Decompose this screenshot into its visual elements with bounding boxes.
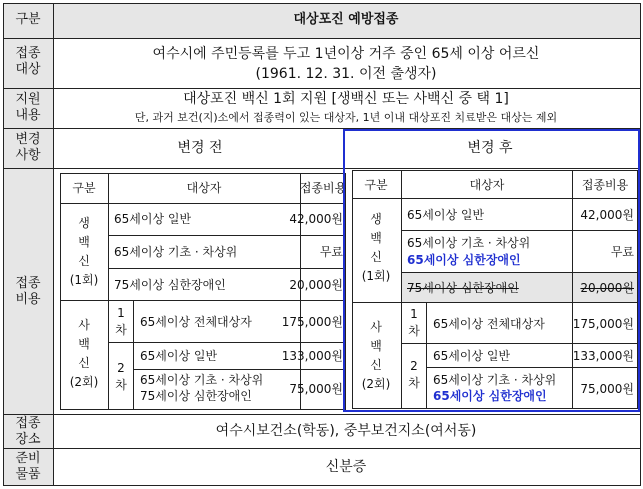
before-header-gubun: 구분 — [72, 181, 96, 195]
after-highlight-frame — [343, 129, 640, 412]
label-place: 접종 장소 — [15, 416, 41, 447]
after-inactive-label: 사 백 신 (2회) — [361, 320, 391, 391]
after-inactive-3-target2-added: 65세이상 심한장애인 — [433, 389, 547, 403]
support-line2: 단, 과거 보건(지)소에서 접종력이 있는 대상자, 1년 이내 대상포진 치료받은 대상는 제외 — [134, 111, 558, 124]
before-inactive-1-cost: 175,000원 — [281, 315, 343, 329]
before-dose1: 1 차 — [115, 306, 127, 337]
before-live-1-target: 65세이상 일반 — [114, 212, 192, 226]
before-dose2: 2 차 — [115, 361, 127, 392]
before-live-label: 생 백 신 (1회) — [69, 216, 99, 287]
after-live-3-cost-removed: 20,000원 — [580, 281, 634, 295]
before-live-1-cost: 42,000원 — [289, 212, 343, 226]
after-dose1: 1 차 — [408, 307, 420, 338]
after-inactive-2-target: 65세이상 일반 — [433, 349, 511, 363]
after-live-2-cost: 무료 — [610, 245, 634, 259]
after-header-cost: 접종비용 — [581, 178, 629, 192]
before-inactive-3-target: 65세이상 기초 · 차상위 — [140, 373, 264, 387]
after-inactive-3-cost: 75,000원 — [580, 382, 634, 396]
before-live-3-cost: 20,000원 — [289, 278, 343, 292]
page-title: 대상포진 예방접종 — [293, 12, 399, 27]
change-after: 변경 후 — [467, 140, 513, 156]
after-header-target: 대상자 — [469, 178, 505, 192]
target-line1: 여수시에 주민등록를 두고 1년이상 거주 중인 65세 이상 어르신 — [152, 46, 540, 62]
label-support: 지원 내용 — [15, 92, 41, 123]
header-gubun: 구분 — [15, 12, 41, 27]
after-live-label: 생 백 신 (1회) — [361, 212, 391, 283]
after-live-1-target: 65세이상 일반 — [407, 208, 485, 222]
after-inactive-1-target: 65세이상 전체대상자 — [433, 317, 545, 331]
before-inactive-2-cost: 133,000원 — [281, 349, 343, 363]
before-header-target: 대상자 — [186, 181, 222, 195]
label-prep: 준비 물품 — [15, 451, 41, 482]
after-inactive-1-cost: 175,000원 — [572, 317, 634, 331]
after-live-1-cost: 42,000원 — [580, 208, 634, 222]
label-cost: 접종 비용 — [15, 276, 41, 307]
before-live-2-target: 65세이상 기초 · 차상위 — [114, 245, 238, 259]
before-inactive-label: 사 백 신 (2회) — [69, 318, 99, 389]
after-header-gubun: 구분 — [364, 178, 388, 192]
label-change: 변경 사항 — [15, 132, 41, 163]
before-header-cost: 접종비용 — [299, 181, 347, 195]
before-inactive-3-cost: 75,000원 — [289, 382, 343, 396]
before-live-3-target: 75세이상 심한장애인 — [114, 278, 226, 292]
after-inactive-2-cost: 133,000원 — [572, 349, 634, 363]
before-inactive-3-target2: 75세이상 심한장애인 — [140, 389, 252, 403]
place-value: 여수시보건소(학동), 중부보건지소(여서동) — [215, 423, 477, 439]
before-inactive-2-target: 65세이상 일반 — [140, 349, 218, 363]
label-target: 접종 대상 — [15, 46, 41, 77]
before-live-2-cost: 무료 — [319, 245, 343, 259]
after-live-3-target-removed: 75세이상 심한장애인 — [407, 281, 519, 295]
after-live-2-target2-added: 65세이상 심한장애인 — [407, 253, 521, 267]
before-inactive-1-target: 65세이상 전체대상자 — [140, 315, 252, 329]
after-live-2-target: 65세이상 기초 · 차상위 — [407, 236, 531, 250]
support-line1: 대상포진 백신 1회 지원 [생백신 또는 사백신 중 택 1] — [183, 91, 509, 107]
after-dose2: 2 차 — [408, 359, 420, 390]
change-before: 변경 전 — [177, 140, 223, 156]
after-inactive-3-target: 65세이상 기초 · 차상위 — [433, 373, 557, 387]
target-line2: (1961. 12. 31. 이전 출생자) — [255, 66, 437, 82]
prep-value: 신분증 — [325, 459, 367, 475]
